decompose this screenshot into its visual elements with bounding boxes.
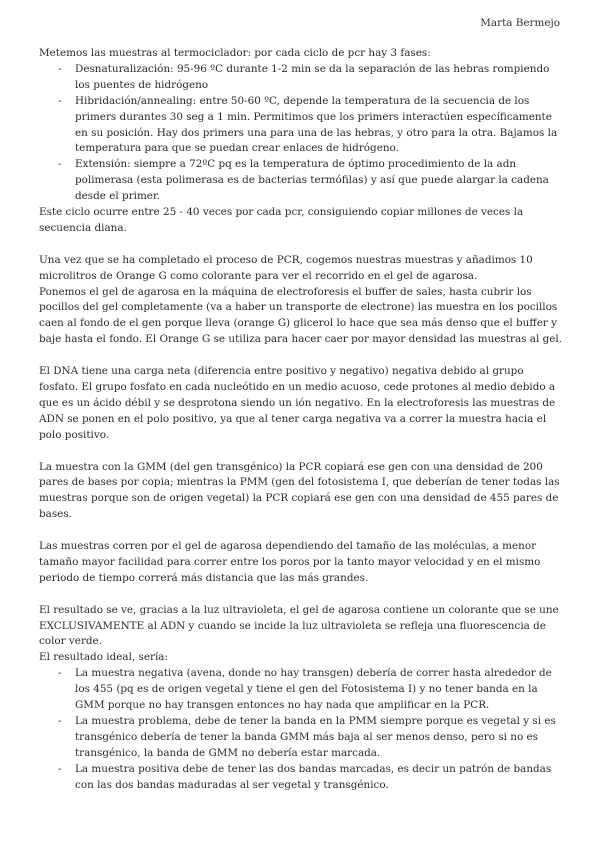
document-body [39, 46, 563, 794]
uv-result-paragraph: El resultado se ve, gracias a la luz ultravioleta, el gel de agarosa contiene un colorante que se une EXCLUSIVAMENTE al ADN y cuando se incide la luz ultravioleta se refleja una fluorescencia de color verde. [39, 603, 559, 648]
electrophoresis-paragraph: Ponemos el gel de agarosa en la máquina de electroforesis el buffer de sales, hasta cubrir los pocillos del gel completamente (va a haber un transporte de electrone) las muestra en los pocillos caen al fondo de el gen porque lleva (orange G) glicerol lo hace que sea más denso que el buffer y baje hasta el fondo. El Orange G se utiliza para hacer caer por mayor densidad las muestras al gel. [39, 285, 563, 346]
cycles-paragraph: Este ciclo ocurre entre 25 - 40 veces por cada pcr, consiguiendo copiar millones de veces la secuencia diana. [39, 206, 524, 234]
list-item: - La muestra positiva debe de tener las dos bandas marcadas, es decir un patrón de bandas con las dos bandas maduradas al ser vegetal y transgénico. [75, 762, 563, 794]
ideal-result-intro: El resultado ideal, sería: [39, 651, 168, 664]
migration-paragraph: Las muestras corren por el gel de agarosa dependiendo del tamaño de las moléculas, a menor tamaño mayor facilidad para correr entre los poros por la tanto mayor velocidad y en el mismo periodo de tiempo correrá más distancia que las más grandes. [39, 540, 541, 584]
orange-g-paragraph: Una vez que se ha completado el proceso de PCR, cogemos nuestras muestras y añadimos 10 microlitros de Orange G como colorante para ver el recorrido en el gel de agarosa. [39, 253, 533, 282]
list-item: - Extensión: siempre a 72ºC pq es la temperatura de óptimo procedimiento de la adn polimerasa (esta polimerasa es de bacterias termófilas) y así que puede alargar la cadena desde el primer. [75, 157, 563, 205]
pcr-phases-intro: Metemos las muestras al termociclador: por cada ciclo de pcr hay 3 fases: [39, 47, 431, 59]
dna-charge-paragraph: El DNA tiene una carga neta (diferencia entre positivo y negativo) negativa debido al grupo fosfato. El grupo fosfato en cada nucleótido en un medio acuoso, cede protones al medio debido a que es un ácido débil y se desprotona siendo un ión negativo. En la electroforesis las muestras de ADN se ponen en el polo positivo, ya que al tener carga negativa va a correr la muestra hacia el polo positivo. [39, 365, 556, 441]
list-item: - Hibridación/annealing: entre 50-60 ºC, depende la temperatura de la secuencia de los primers durantes 30 seg a 1 min. Permitimos que los primers interactúen específicamente en su posición. Hay dos primers una para una de las hebras, y otro para la otra. Bajamos la temperatura para que se puedan crear enlaces de hidrógeno. [75, 94, 563, 158]
list-item: - La muestra problema, debe de tener la banda en la PMM siempre porque es vegetal y si es transgénico debería de tener la banda GMM más baja al ser menos denso, pero si no es transgénico, la banda de GMM no debería estar marcada. [75, 714, 563, 762]
list-item: - La muestra negativa (avena, donde no hay transgen) debería de correr hasta alrededor de los 455 (pq es de origen vegetal y tiene el gen del Fotosistema I) y no tener banda en la GMM porque no hay transgen entonces no hay nada que amplificar en la PCR. [75, 666, 563, 714]
list-item: - Desnaturalización: 95-96 ºC durante 1-2 min se da la separación de las hebras rompiendo los puentes de hidrógeno [75, 62, 563, 94]
author-name: Marta Bermejo [480, 17, 560, 29]
pcr-phases-list [39, 62, 563, 205]
gmm-pmm-paragraph: La muestra con la GMM (del gen transgénico) la PCR copiará ese gen con una densidad de 200 pares de bases por copia; mientras la PMM (gen del fotosistema I, que deberían de tener todas las muestras porque son de origen vegetal) la PCR copiará ese gen con una densidad de 455 pares de bases. [39, 460, 560, 521]
ideal-results-list [39, 666, 563, 793]
